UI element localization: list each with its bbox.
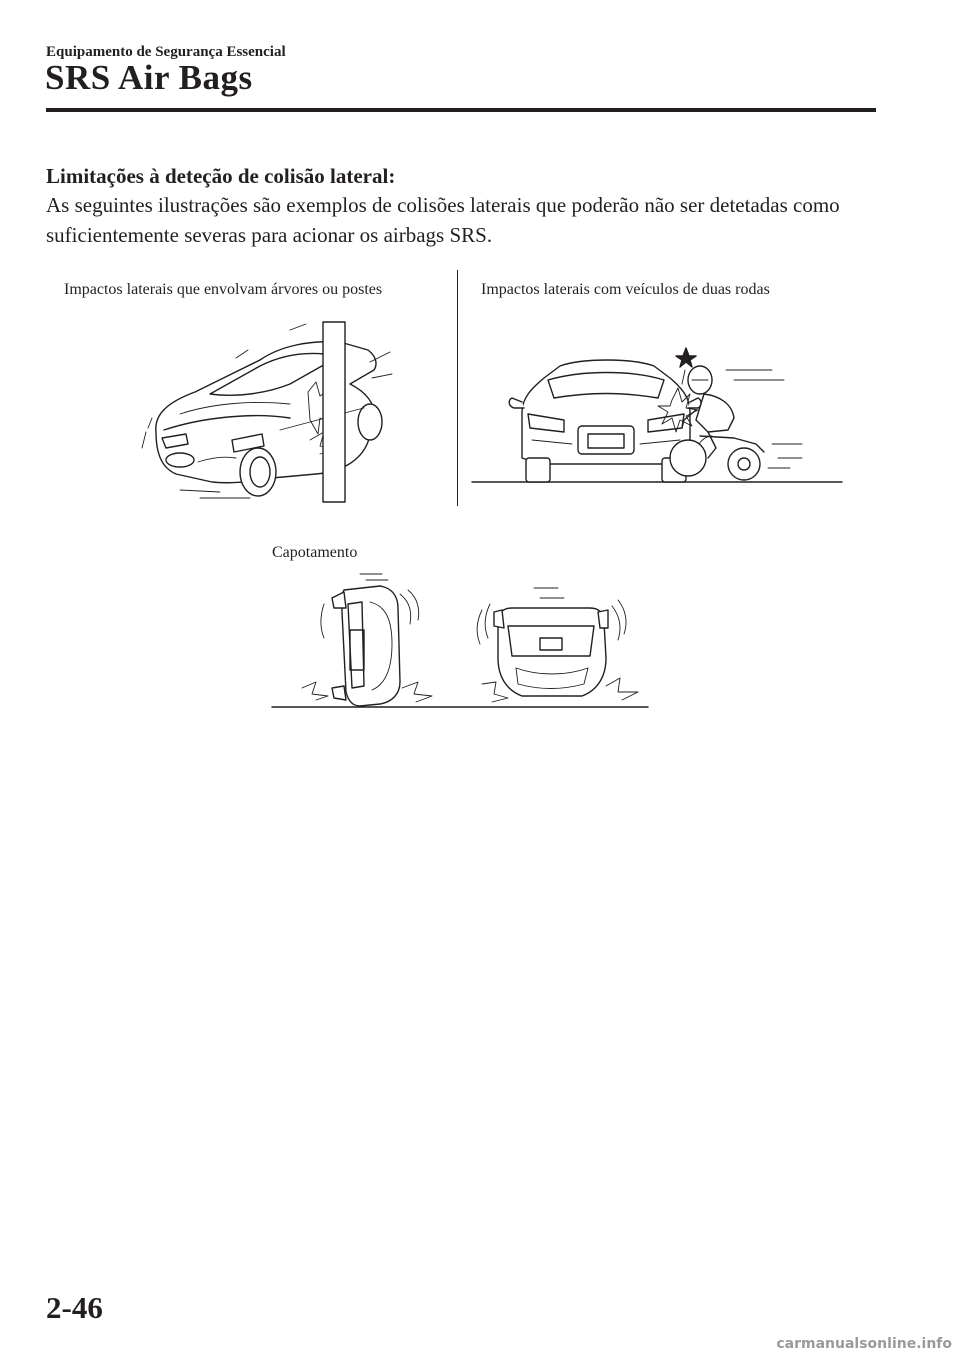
caption-two-wheel-impact: Impactos laterais com veículos de duas rodas	[481, 281, 770, 298]
page-title: SRS Air Bags	[45, 58, 253, 97]
page-number: 2-46	[46, 1290, 103, 1325]
caption-rollover: Capotamento	[272, 544, 358, 561]
section-body: As seguintes ilustrações são exemplos de colisões laterais que poderão não ser detetadas como suficientemente severas para acionar os airbags SRS.	[46, 193, 840, 247]
section-heading: Limitações à deteção de colisão lateral:	[46, 164, 396, 188]
illustration-divider	[457, 270, 458, 506]
two-wheel-impact-illustration	[472, 340, 844, 485]
caption-pole-impact: Impactos laterais que envolvam árvores ou postes	[64, 281, 383, 298]
chapter-title: Equipamento de Segurança Essencial	[46, 44, 286, 60]
pole-impact-illustration	[140, 322, 440, 502]
watermark: carmanualsonline.info	[776, 1336, 952, 1352]
header-rule	[46, 108, 876, 112]
rollover-illustration	[272, 572, 650, 712]
